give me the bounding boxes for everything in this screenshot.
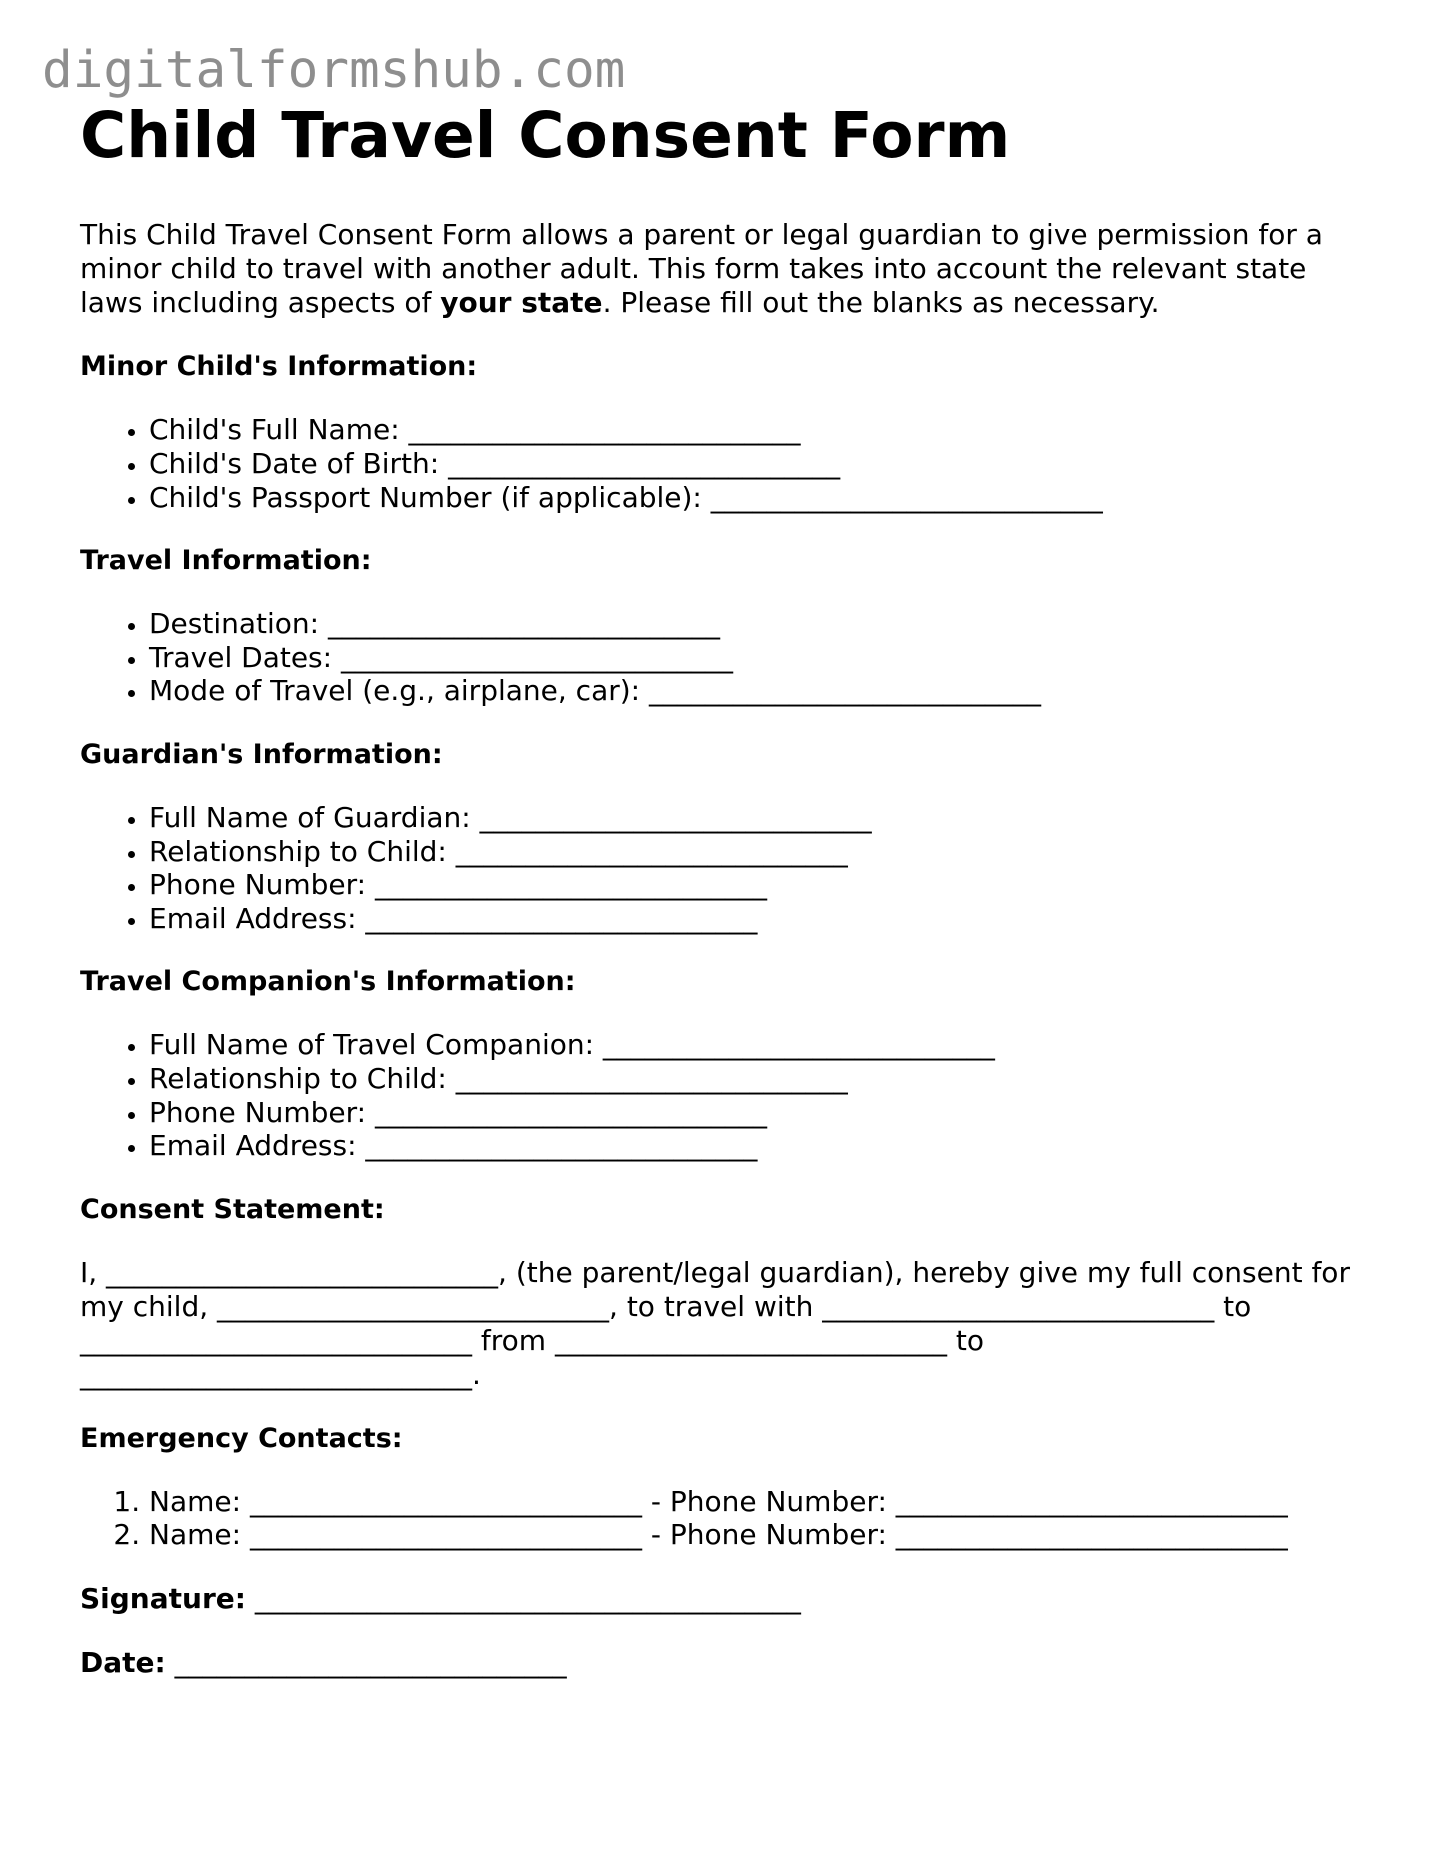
companion-info-heading: Travel Companion's Information:	[80, 966, 576, 998]
list-item-mode-of-travel[interactable]: • Mode of Travel (e.g., airplane, car): ____________________________	[149, 674, 1370, 708]
list-item-companion-relationship[interactable]: • Relationship to Child: ____________________________	[149, 1062, 1370, 1096]
list-item-travel-dates[interactable]: • Travel Dates: ____________________________	[149, 641, 1370, 675]
list-item-child-passport[interactable]: • Child's Passport Number (if applicable): ____________________________	[149, 481, 1370, 515]
list-item-companion-name[interactable]: • Full Name of Travel Companion: ____________________________	[149, 1028, 1370, 1062]
list-item-destination[interactable]: • Destination: ____________________________	[149, 607, 1370, 641]
guardian-info-heading: Guardian's Information:	[80, 739, 443, 770]
list-item-guardian-email[interactable]: • Email Address: ____________________________	[149, 902, 1370, 936]
consent-statement-heading: Consent Statement:	[80, 1193, 385, 1225]
travel-info-list	[80, 607, 1370, 708]
list-item-guardian-name[interactable]: • Full Name of Guardian: ____________________________	[149, 801, 1370, 835]
list-item-companion-email[interactable]: • Email Address: ____________________________	[149, 1129, 1370, 1163]
list-item-child-full-name[interactable]: • Child's Full Name: ____________________________	[149, 413, 1370, 447]
emergency-contacts-heading: Emergency Contacts:	[80, 1422, 403, 1454]
intro-text-before: This Child Travel Consent Form allows a parent or legal guardian to give permission for a minor child to travel with another adult. This form takes into account the relevant state laws including aspects of	[80, 218, 1323, 320]
list-item-companion-phone[interactable]: • Phone Number: ____________________________	[149, 1096, 1370, 1130]
signature-blank[interactable]: _______________________________________	[254, 1581, 801, 1615]
intro-paragraph	[80, 218, 1370, 320]
list-item-child-dob[interactable]: • Child's Date of Birth: ____________________________	[149, 447, 1370, 481]
companion-info-list	[80, 1028, 1370, 1162]
form-title: Child Travel Consent Form	[80, 99, 1011, 172]
watermark-logo: digitalformshub.com	[42, 41, 626, 100]
emergency-contacts-list	[80, 1485, 1370, 1552]
list-item-emergency-contact-2[interactable]: 2. Name: ____________________________ - Phone Number: ____________________________	[149, 1518, 1370, 1552]
minor-info-list	[80, 413, 1370, 514]
signature-line	[80, 1582, 1370, 1616]
list-item-emergency-contact-1[interactable]: 1. Name: ____________________________ - Phone Number: ____________________________	[149, 1485, 1370, 1519]
consent-statement-text[interactable]: I, ____________________________, (the parent/legal guardian), hereby give my full consent for my child, ____________________________, to travel with ____________________________ to ____________________________ from ____________________________ to ____________________________.	[80, 1255, 1350, 1391]
travel-info-heading: Travel Information:	[80, 545, 372, 577]
intro-text-bold: your state	[440, 286, 603, 320]
list-item-guardian-phone[interactable]: • Phone Number: ____________________________	[149, 868, 1370, 902]
date-label: Date:	[80, 1645, 166, 1679]
intro-text-after: . Please fill out the blanks as necessary.	[602, 286, 1160, 320]
document-page	[80, 100, 1370, 1680]
guardian-info-list	[80, 801, 1370, 935]
minor-info-heading: Minor Child's Information:	[80, 351, 478, 383]
date-blank[interactable]: ____________________________	[174, 1645, 567, 1679]
signature-label: Signature:	[80, 1581, 246, 1615]
list-item-guardian-relationship[interactable]: • Relationship to Child: ____________________________	[149, 835, 1370, 869]
date-line	[80, 1646, 1370, 1680]
